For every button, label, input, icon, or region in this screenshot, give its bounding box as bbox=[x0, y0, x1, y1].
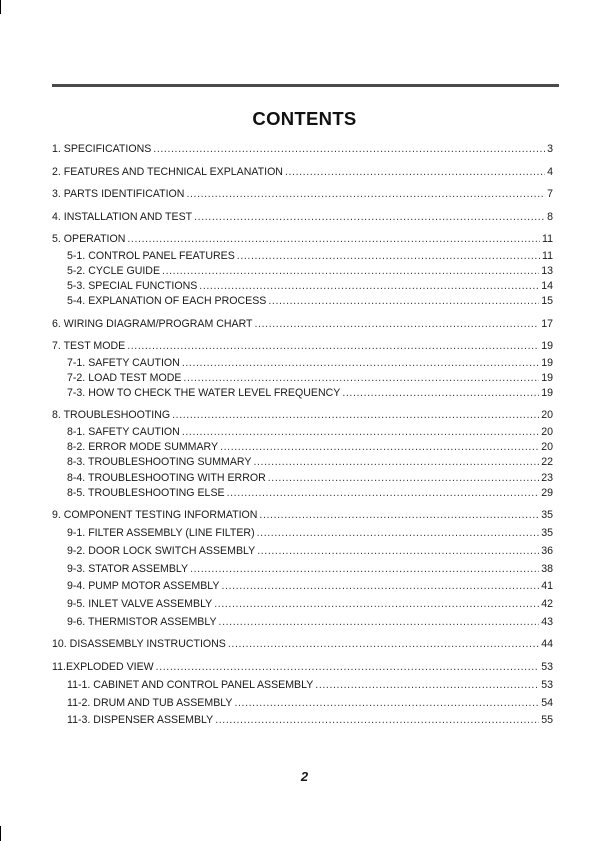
toc-entry-label: 5-1. CONTROL PANEL FEATURES bbox=[67, 249, 235, 262]
toc-entry-page: 11 bbox=[542, 249, 553, 262]
toc-entry-label: 6. WIRING DIAGRAM/PROGRAM CHART bbox=[52, 317, 253, 330]
crop-mark-top bbox=[0, 0, 1, 14]
toc-entry-label: 8-5. TROUBLESHOOTING ELSE bbox=[67, 486, 225, 499]
toc-entry-installation[interactable] bbox=[52, 211, 553, 224]
dot-leader bbox=[221, 580, 539, 593]
toc-entry-label: 10. DISASSEMBLY INSTRUCTIONS bbox=[52, 638, 226, 651]
toc-entry-page: 17 bbox=[541, 317, 553, 330]
toc-subentry-inlet-valve[interactable] bbox=[52, 598, 553, 611]
dot-leader bbox=[214, 598, 539, 611]
dot-leader bbox=[234, 697, 539, 710]
toc-subentry-safety-caution-2[interactable] bbox=[52, 426, 553, 439]
toc-entry-label: 9-3. STATOR ASSEMBLY bbox=[67, 562, 189, 575]
toc-entry-page: 20 bbox=[541, 441, 553, 454]
dot-leader bbox=[219, 616, 540, 629]
toc-entry-page: 20 bbox=[541, 409, 553, 422]
page-title: CONTENTS bbox=[252, 108, 357, 129]
toc-entry-label: 5. OPERATION bbox=[52, 233, 126, 245]
toc-entry-label: 8-4. TROUBLESHOOTING WITH ERROR bbox=[67, 471, 266, 484]
toc-entry-label: 5-3. SPECIAL FUNCTIONS bbox=[67, 279, 198, 292]
toc-entry-page: 54 bbox=[541, 696, 553, 709]
toc-entry-label: 11-2. DRUM AND TUB ASSEMBLY bbox=[67, 696, 233, 709]
toc-entry-page: 42 bbox=[541, 598, 553, 611]
toc-entry-page: 15 bbox=[541, 295, 553, 308]
toc-entry-label: 7-3. HOW TO CHECK THE WATER LEVEL FREQUENCY bbox=[67, 386, 341, 399]
toc-entry-page: 23 bbox=[541, 471, 553, 484]
table-of-contents bbox=[52, 143, 553, 727]
toc-entry-page: 19 bbox=[541, 340, 553, 353]
toc-entry-label: 9-1. FILTER ASSEMBLY (LINE FILTER) bbox=[67, 526, 255, 539]
toc-subentry-dispenser[interactable] bbox=[52, 714, 553, 727]
toc-entry-page: 41 bbox=[541, 580, 553, 593]
toc-subentry-special-functions[interactable] bbox=[52, 280, 553, 293]
toc-entry-page: 36 bbox=[541, 544, 553, 557]
toc-entry-page: 7 bbox=[547, 188, 553, 200]
crop-mark-bottom bbox=[0, 826, 1, 841]
toc-entry-exploded-view[interactable] bbox=[52, 661, 553, 674]
toc-entry-features[interactable] bbox=[52, 166, 553, 179]
header-rule bbox=[52, 84, 559, 87]
toc-entry-page: 13 bbox=[541, 264, 553, 277]
toc-subentry-safety-caution[interactable] bbox=[52, 357, 553, 370]
toc-entry-page: 3 bbox=[547, 143, 553, 155]
toc-entry-page: 8 bbox=[547, 210, 553, 223]
toc-entry-label: 11.EXPLODED VIEW bbox=[52, 660, 154, 673]
dot-leader bbox=[255, 318, 540, 331]
dot-leader bbox=[194, 211, 545, 224]
toc-entry-specifications[interactable] bbox=[52, 143, 553, 156]
toc-entry-page: 35 bbox=[541, 509, 553, 522]
dot-leader bbox=[215, 714, 539, 727]
dot-leader bbox=[315, 679, 539, 692]
dot-leader bbox=[190, 563, 539, 576]
dot-leader bbox=[342, 387, 539, 400]
dot-leader bbox=[253, 456, 539, 469]
toc-entry-page: 19 bbox=[541, 386, 553, 399]
toc-entry-label: 8. TROUBLESHOOTING bbox=[52, 409, 171, 422]
toc-entry-label: 9. COMPONENT TESTING INFORMATION bbox=[52, 509, 258, 522]
toc-entry-troubleshooting[interactable] bbox=[52, 409, 553, 422]
toc-entry-page: 11 bbox=[542, 233, 553, 245]
toc-subentry-troubleshooting-else[interactable] bbox=[52, 487, 553, 500]
toc-entry-page: 19 bbox=[541, 356, 553, 369]
toc-entry-page: 53 bbox=[541, 660, 553, 673]
toc-subentry-drum-tub[interactable] bbox=[52, 697, 553, 710]
toc-entry-component-testing[interactable] bbox=[52, 509, 553, 522]
dot-leader bbox=[156, 661, 540, 674]
toc-entry-page: 29 bbox=[541, 486, 553, 499]
toc-subentry-stator[interactable] bbox=[52, 563, 553, 576]
toc-entry-page: 35 bbox=[541, 526, 553, 539]
toc-entry-label: 7. TEST MODE bbox=[52, 340, 126, 353]
page-number: 2 bbox=[300, 769, 309, 784]
toc-entry-label: 7-2. LOAD TEST MODE bbox=[67, 371, 182, 384]
dot-leader bbox=[268, 472, 539, 485]
toc-entry-label: 5-4. EXPLANATION OF EACH PROCESS bbox=[67, 295, 267, 308]
dot-leader bbox=[127, 233, 540, 246]
toc-subentry-cycle-guide[interactable] bbox=[52, 265, 553, 278]
toc-entry-page: 44 bbox=[541, 638, 553, 651]
toc-subentry-each-process[interactable] bbox=[52, 295, 553, 308]
toc-entry-label: 9-4. PUMP MOTOR ASSEMBLY bbox=[67, 580, 220, 593]
toc-subentry-filter-assembly[interactable] bbox=[52, 527, 553, 540]
toc-entry-page: 20 bbox=[541, 425, 553, 438]
dot-leader bbox=[183, 372, 539, 385]
toc-entry-label: 9-6. THERMISTOR ASSEMBLY bbox=[67, 615, 217, 628]
toc-entry-disassembly[interactable] bbox=[52, 638, 553, 651]
toc-entry-label: 3. PARTS IDENTIFICATION bbox=[52, 188, 185, 200]
toc-entry-label: 8-2. ERROR MODE SUMMARY bbox=[67, 441, 219, 454]
toc-subentry-control-panel[interactable] bbox=[52, 250, 553, 263]
dot-leader bbox=[182, 357, 539, 370]
toc-subentry-troubleshooting-error[interactable] bbox=[52, 472, 553, 485]
toc-entry-label: 7-1. SAFETY CAUTION bbox=[67, 356, 180, 369]
toc-entry-page: 53 bbox=[541, 678, 553, 691]
toc-entry-label: 9-2. DOOR LOCK SWITCH ASSEMBLY bbox=[67, 544, 256, 557]
dot-leader bbox=[257, 545, 539, 558]
dot-leader bbox=[227, 487, 540, 500]
dot-leader bbox=[153, 143, 545, 156]
toc-entry-page: 19 bbox=[541, 371, 553, 384]
toc-entry-label: 11-1. CABINET AND CONTROL PANEL ASSEMBLY bbox=[67, 678, 314, 691]
toc-entry-page: 4 bbox=[547, 165, 553, 178]
toc-entry-test-mode[interactable] bbox=[52, 340, 553, 353]
toc-entry-wiring-diagram[interactable] bbox=[52, 318, 553, 331]
toc-subentry-error-mode[interactable] bbox=[52, 441, 553, 454]
toc-entry-label: 1. SPECIFICATIONS bbox=[52, 143, 152, 155]
dot-leader bbox=[237, 250, 540, 263]
dot-leader bbox=[182, 426, 539, 439]
toc-entry-operation[interactable] bbox=[52, 233, 553, 246]
toc-subentry-door-lock[interactable] bbox=[52, 545, 553, 558]
dot-leader bbox=[268, 295, 539, 308]
toc-subentry-troubleshooting-summary[interactable] bbox=[52, 456, 553, 469]
dot-leader bbox=[220, 441, 539, 454]
dot-leader bbox=[257, 527, 540, 540]
toc-entry-page: 55 bbox=[541, 714, 553, 727]
dot-leader bbox=[259, 509, 539, 522]
toc-subentry-water-level[interactable] bbox=[52, 387, 553, 400]
toc-entry-label: 4. INSTALLATION AND TEST bbox=[52, 210, 193, 223]
dot-leader bbox=[228, 638, 539, 651]
toc-subentry-load-test-mode[interactable] bbox=[52, 372, 553, 385]
toc-entry-label: 5-2. CYCLE GUIDE bbox=[67, 264, 161, 277]
dot-leader bbox=[162, 265, 539, 278]
dot-leader bbox=[186, 188, 545, 201]
toc-entry-label: 8-3. TROUBLESHOOTING SUMMARY bbox=[67, 456, 252, 469]
toc-entry-label: 8-1. SAFETY CAUTION bbox=[67, 425, 180, 438]
toc-entry-label: 11-3. DISPENSER ASSEMBLY bbox=[67, 714, 214, 727]
toc-entry-page: 43 bbox=[541, 615, 553, 628]
toc-subentry-thermistor[interactable] bbox=[52, 616, 553, 629]
toc-entry-page: 22 bbox=[541, 456, 553, 469]
toc-subentry-cabinet[interactable] bbox=[52, 679, 553, 692]
toc-subentry-pump-motor[interactable] bbox=[52, 580, 553, 593]
toc-entry-label: 2. FEATURES AND TECHNICAL EXPLANATION bbox=[52, 165, 283, 178]
dot-leader bbox=[199, 280, 539, 293]
toc-entry-page: 38 bbox=[541, 562, 553, 575]
toc-entry-page: 14 bbox=[541, 279, 553, 292]
toc-entry-label: 9-5. INLET VALVE ASSEMBLY bbox=[67, 598, 213, 611]
toc-entry-parts-identification[interactable] bbox=[52, 188, 553, 201]
dot-leader bbox=[127, 340, 539, 353]
dot-leader bbox=[285, 166, 545, 179]
dot-leader bbox=[172, 409, 539, 422]
